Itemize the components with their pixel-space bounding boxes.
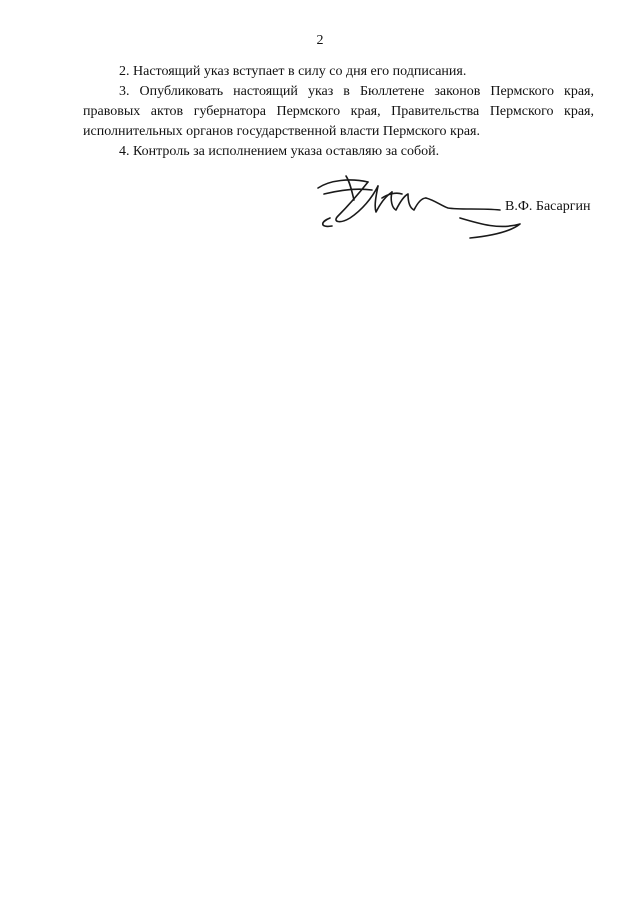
page-number: 2 [316,33,324,48]
document-body [83,62,594,162]
handwritten-signature [310,172,530,242]
signature-block [310,172,610,242]
paragraph-4: 4. Контроль за исполнением указа оставляю за собой. [119,144,440,159]
signer-name: В.Ф. Басаргин [505,199,591,214]
paragraph-3: 3. Опубликовать настоящий указ в Бюллетене законов Пермского края, правовых актов губернатора Пермского края, Правительства Пермского края, исполнительных органов государственной власти Пермского края. [83,84,594,139]
paragraph-2: 2. Настоящий указ вступает в силу со дня его подписания. [119,64,467,79]
